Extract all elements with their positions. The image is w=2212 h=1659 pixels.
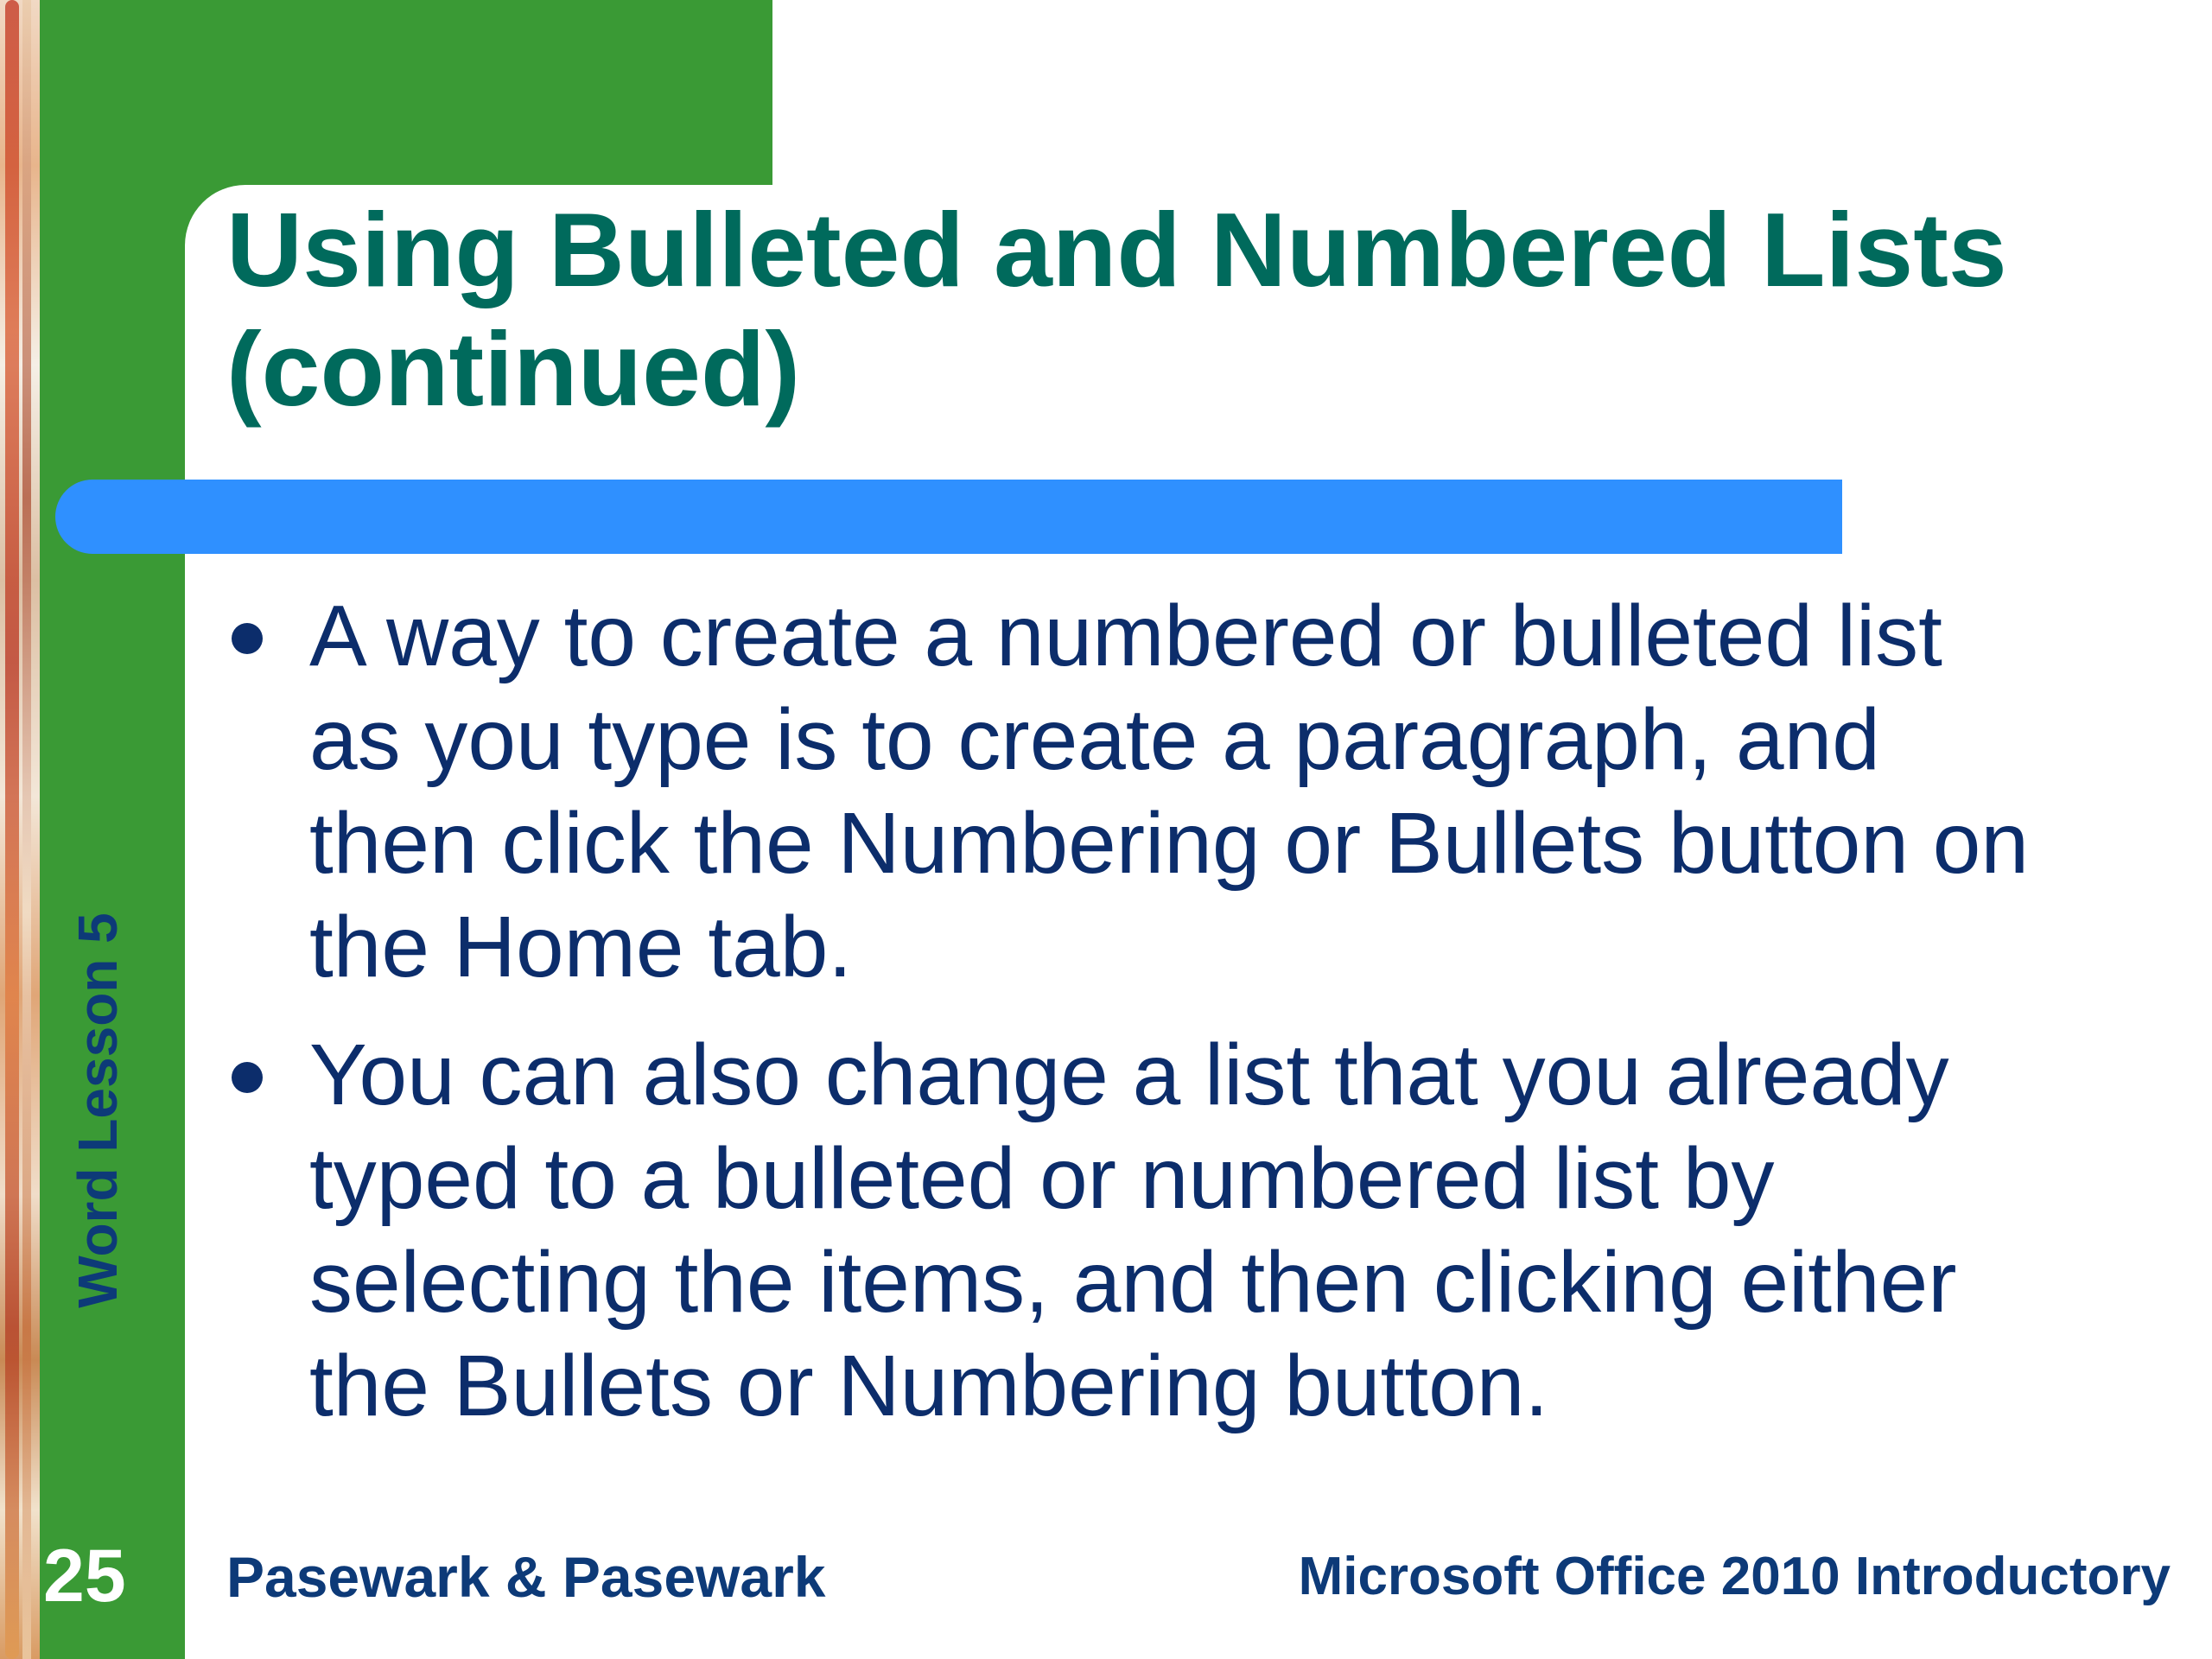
bullet-item bbox=[226, 584, 2084, 999]
footer-course-title: Microsoft Office 2010 Introductory bbox=[1298, 1547, 2171, 1606]
bullet-text-line: selecting the items, and then clicking either bbox=[309, 1234, 1957, 1331]
title-divider-bar bbox=[55, 480, 1842, 554]
slide-number: 25 bbox=[43, 1535, 126, 1618]
green-top-band bbox=[40, 0, 772, 185]
bullet-item bbox=[226, 1023, 2084, 1438]
title-line-2: (continued) bbox=[226, 310, 801, 428]
footer-author: Pasewark & Pasewark bbox=[226, 1545, 826, 1609]
decorative-image-strip bbox=[0, 0, 40, 1659]
bullet-text-line: A way to create a numbered or bulleted list bbox=[309, 588, 1942, 684]
lesson-label: Word Lesson 5 bbox=[67, 912, 129, 1308]
bullet-list bbox=[226, 584, 2084, 1462]
bullet-text-line: the Home tab. bbox=[309, 899, 853, 995]
bullet-dot-icon bbox=[232, 1062, 263, 1093]
bullet-text-line: the Bullets or Numbering button. bbox=[309, 1338, 1549, 1434]
bullet-text-line: You can also change a list that you already bbox=[309, 1027, 1949, 1123]
bullet-text-line: as you type is to create a paragraph, and bbox=[309, 691, 1880, 788]
bullet-text-line: then click the Numbering or Bullets button on bbox=[309, 795, 2029, 892]
title-line-1: Using Bulleted and Numbered Lists bbox=[226, 191, 2007, 308]
bullet-text-line: typed to a bulleted or numbered list by bbox=[309, 1130, 1775, 1227]
slide-title bbox=[226, 190, 2171, 429]
green-sidebar bbox=[40, 0, 185, 1659]
bullet-dot-icon bbox=[232, 623, 263, 654]
